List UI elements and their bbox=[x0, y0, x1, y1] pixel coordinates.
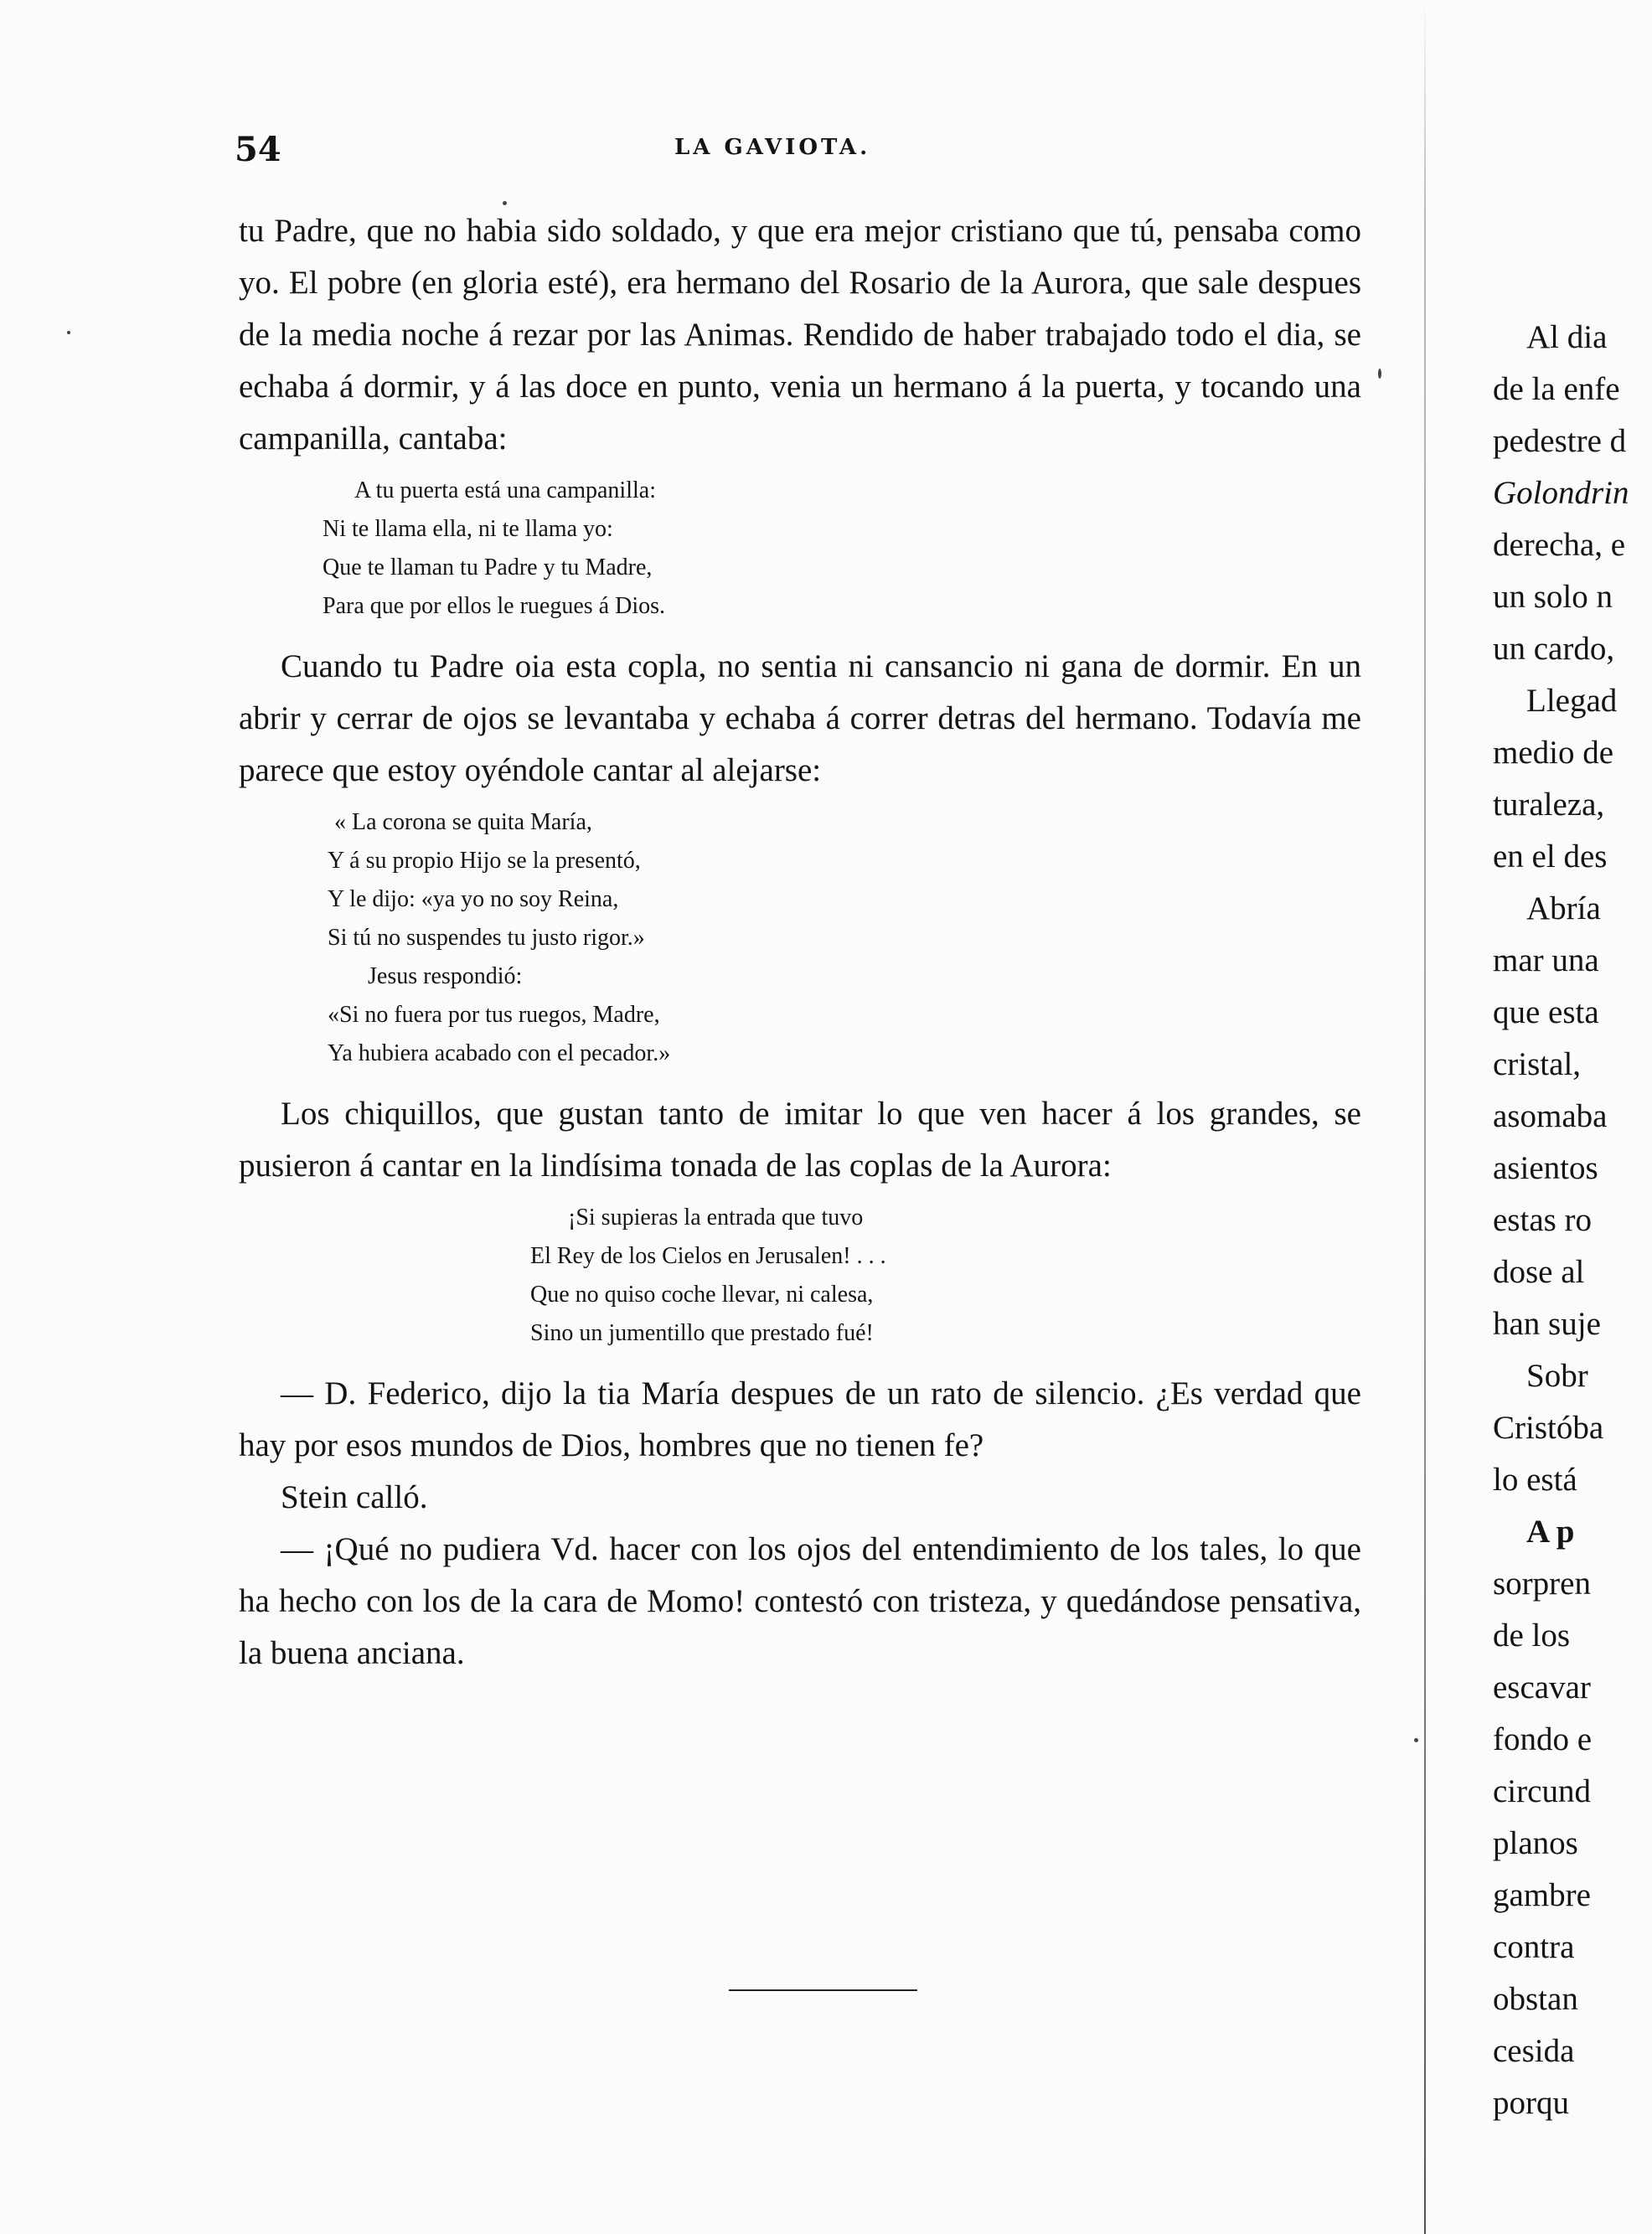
facing-line: cesida bbox=[1493, 2033, 1575, 2069]
facing-line: que esta bbox=[1493, 994, 1599, 1030]
ink-speck bbox=[1378, 369, 1381, 379]
verse-line: ¡Si supieras la entrada que tuvo bbox=[568, 1205, 864, 1231]
facing-line: Abría bbox=[1526, 890, 1601, 926]
facing-line: Golondrin bbox=[1493, 475, 1629, 511]
body-text bbox=[239, 205, 1361, 1679]
facing-line: Llegad bbox=[1526, 683, 1618, 719]
facing-line: obstan bbox=[1493, 1981, 1578, 2017]
facing-line: de los bbox=[1493, 1617, 1571, 1654]
section-divider bbox=[729, 1989, 917, 1991]
facing-page bbox=[1426, 0, 1652, 2234]
ink-speck bbox=[503, 201, 507, 205]
facing-line: mar una bbox=[1493, 942, 1599, 978]
facing-page-text bbox=[1493, 312, 1652, 2129]
facing-line: Sobr bbox=[1526, 1358, 1588, 1394]
verse-line: « La corona se quita María, bbox=[334, 809, 592, 835]
verse-corona bbox=[239, 803, 1361, 1073]
verse-line: «Si no fuera por tus ruegos, Madre, bbox=[328, 1002, 660, 1028]
paragraph-3: Los chiquillos, que gustan tanto de imitar lo que ven hacer á los grandes, se pusieron á cantar en la lindísima tonada de las coplas de la Aurora: bbox=[239, 1096, 1361, 1184]
facing-line: Al dia bbox=[1526, 319, 1608, 355]
verse-campanilla bbox=[239, 472, 1361, 626]
verse-line: Y á su propio Hijo se la presentó, bbox=[328, 848, 641, 874]
ink-speck bbox=[67, 331, 70, 334]
facing-line: asomaba bbox=[1493, 1098, 1608, 1134]
verse-line: Para que por ellos le ruegues á Dios. bbox=[323, 593, 665, 619]
verse-line: El Rey de los Cielos en Jerusalen! . . . bbox=[530, 1243, 886, 1269]
verse-line: Y le dijo: «ya yo no soy Reina, bbox=[328, 886, 619, 912]
facing-line: planos bbox=[1493, 1825, 1578, 1861]
verse-line: Sino un jumentillo que prestado fué! bbox=[530, 1320, 874, 1346]
facing-line: asientos bbox=[1493, 1150, 1598, 1186]
paragraph-5: Stein calló. bbox=[281, 1479, 428, 1515]
facing-line: un solo n bbox=[1493, 579, 1613, 615]
facing-line: contra bbox=[1493, 1929, 1575, 1965]
facing-line: lo está bbox=[1493, 1462, 1577, 1498]
running-title: LA GAVIOTA. bbox=[674, 135, 871, 160]
facing-line: de la enfe bbox=[1493, 371, 1620, 407]
facing-line: fondo e bbox=[1493, 1721, 1593, 1757]
facing-line: A p bbox=[1526, 1514, 1575, 1550]
verse-line: A tu puerta está una campanilla: bbox=[354, 477, 656, 503]
paragraph-4: — D. Federico, dijo la tia María despues de un rato de silencio. ¿Es verdad que hay por esos mundos de Dios, hombres que no tienen fe? bbox=[239, 1375, 1361, 1463]
facing-line: estas ro bbox=[1493, 1202, 1593, 1238]
paragraph-6: — ¡Qué no pudiera Vd. hacer con los ojos del entendimiento de los tales, lo que ha hecho con los de la cara de Momo! contestó con tristeza, y quedándose pensativa, la buena anciana. bbox=[239, 1531, 1361, 1671]
facing-line: escavar bbox=[1493, 1669, 1591, 1705]
facing-line: circund bbox=[1493, 1773, 1591, 1809]
facing-line: porqu bbox=[1493, 2085, 1569, 2121]
page-number: 54 bbox=[235, 130, 281, 169]
facing-line: derecha, e bbox=[1493, 527, 1626, 563]
facing-line: pedestre d bbox=[1493, 423, 1627, 459]
paragraph-1: tu Padre, que no habia sido soldado, y que era mejor cristiano que tú, pensaba como yo. El pobre (en gloria esté), era hermano del Rosario de la Aurora, que sale despues de la media noche á rezar por las Animas. Rendido de haber trabajado todo el dia, se echaba á dormir, y á las doce en punto, venia un hermano á la puerta, y tocando una campanilla, cantaba: bbox=[239, 213, 1361, 457]
verse-jerusalen bbox=[239, 1199, 1361, 1353]
verse-line: Si tú no suspendes tu justo rigor.» bbox=[328, 925, 645, 951]
facing-line: han suje bbox=[1493, 1306, 1601, 1342]
facing-line: dose al bbox=[1493, 1254, 1585, 1290]
facing-line: turaleza, bbox=[1493, 787, 1605, 823]
paragraph-2: Cuando tu Padre oia esta copla, no sentia ni cansancio ni gana de dormir. En un abrir y cerrar de ojos se levantaba y echaba á correr detras del hermano. Todavía me parece que estoy oyéndole cantar al alejarse: bbox=[239, 648, 1361, 788]
verse-line: Que te llaman tu Padre y tu Madre, bbox=[323, 555, 653, 580]
verse-line: Ya hubiera acabado con el pecador.» bbox=[328, 1040, 671, 1066]
verse-line: Jesus respondió: bbox=[368, 963, 523, 989]
facing-line: sorpren bbox=[1493, 1566, 1591, 1602]
page-header bbox=[235, 130, 1357, 180]
facing-line: medio de bbox=[1493, 735, 1614, 771]
facing-line: cristal, bbox=[1493, 1046, 1582, 1082]
facing-line: en el des bbox=[1493, 838, 1608, 875]
verse-line: Ni te llama ella, ni te llama yo: bbox=[323, 516, 613, 542]
ink-speck bbox=[1414, 1738, 1418, 1742]
facing-line: un cardo, bbox=[1493, 631, 1615, 667]
verse-line: Que no quiso coche llevar, ni calesa, bbox=[530, 1282, 874, 1308]
facing-line: Cristóba bbox=[1493, 1410, 1604, 1446]
facing-line: gambre bbox=[1493, 1877, 1591, 1913]
